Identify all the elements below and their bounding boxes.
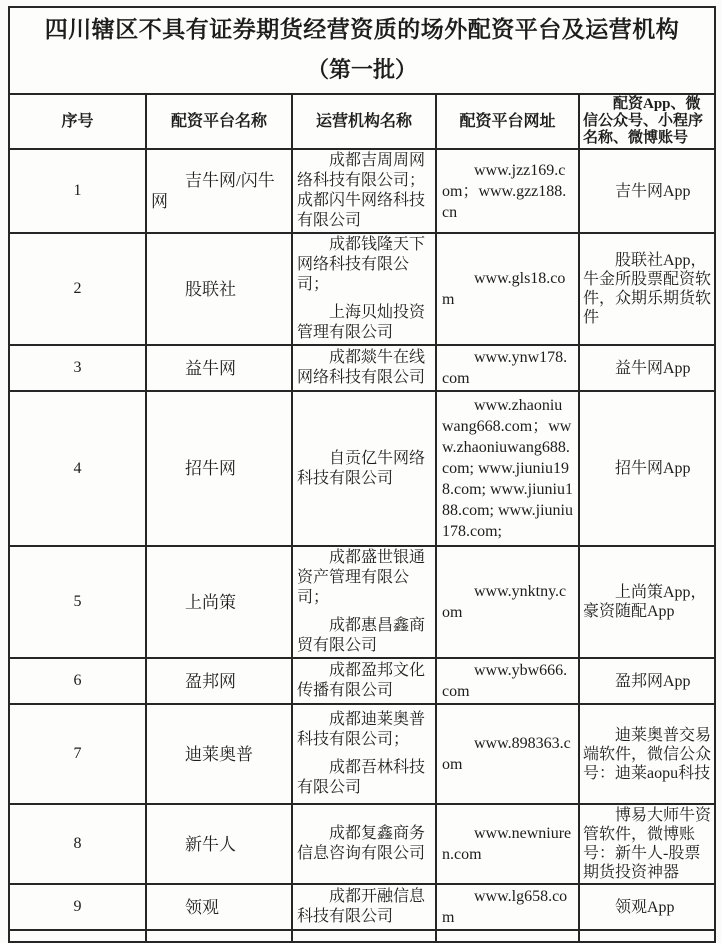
cell-platform-url	[436, 804, 579, 884]
title-row	[9, 7, 715, 94]
cell-index: 3	[9, 345, 146, 391]
cell-text: 股联社App，牛金所股票配资软件，众期乐期货软件	[583, 252, 712, 326]
cell-text: 成都盛世银通资产管理有限公司；	[297, 549, 426, 606]
cell-text: 成都盈邦文化传播有限公司	[297, 662, 426, 699]
cell-platform-name	[146, 546, 292, 658]
cell-text: 吉牛网App	[615, 182, 691, 200]
cell-index: 4	[9, 391, 146, 546]
cell-app-accounts	[579, 149, 715, 233]
cell-platform-name	[146, 149, 292, 233]
cell-app-accounts	[579, 704, 715, 804]
cell-app-accounts	[579, 804, 715, 884]
empty-cell	[436, 930, 579, 942]
cell-text: 成都吾林科技有限公司	[297, 759, 426, 796]
empty-cell	[292, 930, 436, 942]
cell-text: 自贡亿牛网络科技有限公司	[297, 449, 426, 487]
cell-operator-name	[292, 391, 436, 546]
cell-platform-name	[146, 704, 292, 804]
cell-text: 招牛网	[185, 459, 236, 478]
cell-text: 成都复鑫商务信息咨询有限公司	[297, 825, 426, 862]
cell-app-accounts	[579, 391, 715, 546]
cell-platform-url	[436, 884, 579, 930]
table-row	[9, 149, 715, 233]
cell-operator-name	[292, 149, 436, 233]
cell-text: 领观	[185, 897, 219, 917]
cell-platform-url	[436, 658, 579, 704]
cell-operator-name	[292, 345, 436, 391]
cell-app-accounts	[579, 884, 715, 930]
empty-cell	[9, 930, 146, 942]
cell-platform-name	[146, 391, 292, 546]
table-row	[9, 233, 715, 345]
table-row	[9, 345, 715, 391]
cell-text: www.zhaoniuwang668.com；www.zhaoniuwang688.com; www.jiuniu198.com; www.jiuniu188.com; www.jiuniu178.com;	[442, 397, 573, 540]
title-line-2: （第一批）	[307, 56, 418, 82]
cell-text: 招牛网App	[615, 460, 691, 477]
cell-index: 6	[9, 658, 146, 704]
cell-index: 7	[9, 704, 146, 804]
cell-operator-name	[292, 658, 436, 704]
cell-text: 成都惠昌鑫商贸有限公司	[297, 617, 426, 654]
cell-platform-name	[146, 884, 292, 930]
cell-operator-name	[292, 884, 436, 930]
cell-text: www.gls18.com	[442, 270, 566, 308]
cell-app-accounts	[579, 546, 715, 658]
cell-text: 迪莱奥普交易端软件，微信公众号：迪莱aopu科技	[583, 726, 712, 782]
cell-text: 盈邦网App	[615, 672, 691, 690]
cell-text: 成都迪莱奥普科技有限公司；	[297, 711, 426, 748]
cell-text: 成都燚牛在线网络科技有限公司	[297, 349, 426, 386]
cell-platform-name	[146, 345, 292, 391]
cell-text: 博易大师牛资管软件，微博账号：新牛人-股票期货投资神器	[583, 807, 712, 881]
cell-app-accounts	[579, 658, 715, 704]
cell-operator-name	[292, 233, 436, 345]
col-header-app-accounts: 配资App、微信公众号、小程序名称、微博账号	[579, 94, 715, 149]
cell-platform-name	[146, 233, 292, 345]
cell-text: 迪莱奥普	[185, 744, 253, 764]
empty-cell	[146, 930, 292, 942]
cell-text: 上海贝灿投资管理有限公司	[297, 304, 426, 341]
col-header-index: 序号	[9, 94, 146, 149]
cell-text: 上尚策	[185, 592, 236, 612]
cell-text: www.lg658.com	[442, 888, 568, 926]
table-row	[9, 391, 715, 546]
cell-platform-url	[436, 546, 579, 658]
cell-index: 8	[9, 804, 146, 884]
cell-text: 益牛网App	[615, 359, 691, 377]
cell-text: www.898363.com	[442, 735, 571, 773]
cell-text: 成都钱隆天下网络科技有限公司；	[297, 236, 426, 293]
cell-text: 新牛人	[185, 834, 236, 854]
cell-text: 领观App	[615, 898, 675, 916]
table-row	[9, 704, 715, 804]
cell-text: 股联社	[185, 279, 236, 299]
cell-text: 上尚策App，豪资随配App	[583, 584, 707, 620]
document-title	[9, 7, 715, 94]
cell-platform-url	[436, 345, 579, 391]
col-header-platform-name: 配资平台名称	[146, 94, 292, 149]
cell-text: 益牛网	[185, 358, 236, 378]
cell-index: 1	[9, 149, 146, 233]
cell-operator-name	[292, 704, 436, 804]
table-row	[9, 804, 715, 884]
table-body	[9, 149, 715, 942]
table-row	[9, 884, 715, 930]
table-row	[9, 546, 715, 658]
cell-text: 吉牛网/闪牛网	[151, 171, 275, 211]
title-line-1: 四川辖区不具有证券期货经营资质的场外配资平台及运营机构	[44, 16, 680, 42]
cell-platform-url	[436, 149, 579, 233]
header-row	[9, 94, 715, 149]
cell-text: 盈邦网	[185, 671, 236, 691]
cell-index: 9	[9, 884, 146, 930]
cell-app-accounts	[579, 233, 715, 345]
col-header-operator-name: 运营机构名称	[292, 94, 436, 149]
cell-platform-name	[146, 804, 292, 884]
table-row-partial	[9, 930, 715, 942]
cell-index: 5	[9, 546, 146, 658]
cell-platform-url	[436, 233, 579, 345]
empty-cell	[579, 930, 715, 942]
cell-text: www.ynw178.com	[442, 349, 568, 387]
col-header-platform-url: 配资平台网址	[436, 94, 579, 149]
cell-operator-name	[292, 804, 436, 884]
cell-text: www.jzz169.com；www.gzz188.cn	[442, 161, 567, 221]
cell-text: www.ynktny.com	[442, 583, 567, 621]
cell-text: 成都开融信息科技有限公司	[297, 888, 426, 925]
cell-text: www.newniuren.com	[442, 825, 572, 863]
document-table	[8, 6, 716, 943]
cell-platform-name	[146, 658, 292, 704]
cell-platform-url	[436, 391, 579, 546]
cell-platform-url	[436, 704, 579, 804]
cell-text: www.ybw666.com	[442, 662, 568, 700]
table-row	[9, 658, 715, 704]
cell-index: 2	[9, 233, 146, 345]
cell-text: 成都吉周周网络科技有限公司；成都闪牛网络科技有限公司	[297, 152, 426, 229]
cell-app-accounts	[579, 345, 715, 391]
cell-operator-name	[292, 546, 436, 658]
